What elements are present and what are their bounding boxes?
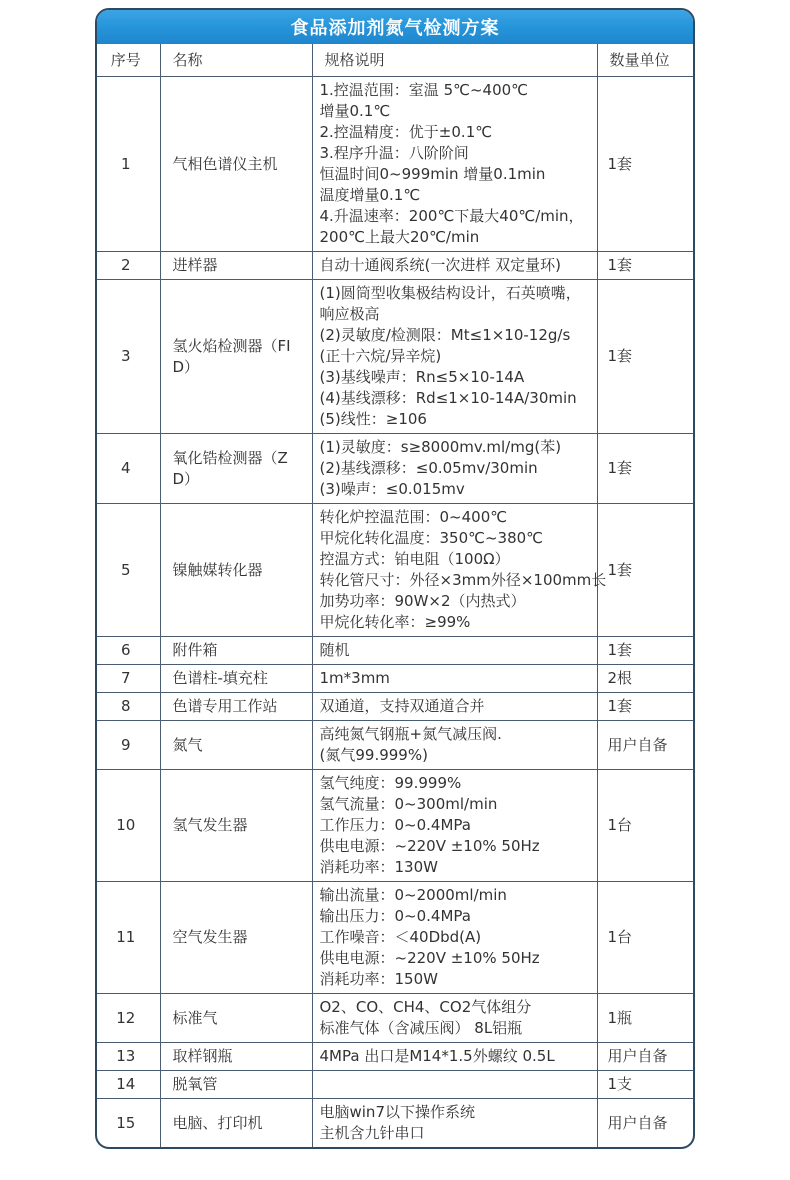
table-body	[97, 77, 695, 1148]
spec-line: 3.程序升温：八阶阶间	[319, 144, 469, 162]
row-number-cell: 9	[97, 721, 160, 770]
row-spec-cell	[312, 637, 597, 665]
spec-line: 响应极高	[319, 305, 380, 323]
row-name-cell: 电脑、打印机	[160, 1099, 312, 1148]
row-name-cell: 色谱专用工作站	[160, 693, 312, 721]
spec-panel	[95, 8, 695, 1149]
spec-line: 消耗功率：130W	[319, 858, 438, 876]
row-name-cell: 空气发生器	[160, 882, 312, 994]
spec-line: 主机含九针串口	[319, 1124, 425, 1142]
spec-table	[97, 44, 695, 1147]
row-number-cell: 10	[97, 770, 160, 882]
row-name-cell: 进样器	[160, 252, 312, 280]
spec-line: (氮气99.999%)	[319, 746, 428, 764]
table-row	[97, 1099, 695, 1148]
row-number-cell: 3	[97, 280, 160, 434]
spec-line: 加势功率：90W×2（内热式）	[319, 592, 526, 610]
row-number-cell: 13	[97, 1043, 160, 1071]
table-row	[97, 77, 695, 252]
spec-line: 氢气纯度：99.999%	[319, 774, 462, 792]
row-number-cell: 6	[97, 637, 160, 665]
table-row	[97, 1071, 695, 1099]
row-spec-cell	[312, 504, 607, 637]
spec-line: 工作噪音：＜40Dbd(A)	[319, 928, 482, 946]
spec-line: (4)基线漂移：Rd≤1×10-14A/30min	[319, 389, 577, 407]
row-number-cell: 4	[97, 434, 160, 504]
table-row	[97, 665, 695, 693]
row-qty-cell: 用户自备	[597, 721, 695, 770]
row-number-cell: 2	[97, 252, 160, 280]
spec-line: 电脑win7以下操作系统	[319, 1103, 475, 1121]
spec-line: 标准气体（含减压阀） 8L铝瓶	[319, 1019, 523, 1037]
row-spec-cell	[312, 994, 597, 1043]
row-name-cell: 氢火焰检测器（FID）	[160, 280, 312, 434]
row-spec-cell	[312, 77, 597, 252]
spec-line: 200℃上最大20℃/min	[319, 228, 480, 246]
row-spec-cell	[312, 770, 597, 882]
spec-line: 输出流量：0~2000ml/min	[319, 886, 507, 904]
row-spec-cell	[312, 1071, 597, 1099]
spec-line: 氢气流量：0~300ml/min	[319, 795, 498, 813]
row-qty-cell: 1瓶	[597, 994, 695, 1043]
row-spec-cell	[312, 882, 597, 994]
row-qty-cell: 1台	[597, 770, 695, 882]
row-spec-cell	[312, 721, 597, 770]
table-row	[97, 434, 695, 504]
row-number-cell: 12	[97, 994, 160, 1043]
spec-line: 消耗功率：150W	[319, 970, 438, 988]
spec-line: (2)灵敏度/检测限：Mt≤1×10-12g/s	[319, 326, 571, 344]
spec-line: 恒温时间0~999min 增量0.1min	[319, 165, 546, 183]
page-title: 食品添加剂氮气检测方案	[290, 18, 500, 39]
spec-line: 转化管尺寸：外径×3mm外径×100mm长	[319, 571, 607, 589]
row-qty-cell: 1套	[597, 504, 695, 637]
spec-line: (正十六烷/异辛烷)	[319, 347, 442, 365]
spec-line: (3)基线噪声：Rn≤5×10-14A	[319, 368, 525, 386]
row-spec-cell	[312, 693, 597, 721]
row-qty-cell: 1套	[597, 693, 695, 721]
row-qty-cell: 用户自备	[597, 1043, 695, 1071]
table-row	[97, 882, 695, 994]
spec-line: 1m*3mm	[319, 669, 390, 687]
spec-line: 温度增量0.1℃	[319, 186, 421, 204]
row-number-cell: 8	[97, 693, 160, 721]
row-qty-cell: 1套	[597, 637, 695, 665]
spec-line: 增量0.1℃	[319, 102, 391, 120]
table-row	[97, 770, 695, 882]
spec-line: 供电电源：~220V ±10% 50Hz	[319, 949, 540, 967]
table-header	[97, 44, 695, 77]
table-row	[97, 280, 695, 434]
spec-line: 输出压力：0~0.4MPa	[319, 907, 471, 925]
row-qty-cell: 1套	[597, 252, 695, 280]
table-row	[97, 637, 695, 665]
column-header-spec: 规格说明	[312, 44, 597, 77]
table-row	[97, 721, 695, 770]
row-number-cell: 11	[97, 882, 160, 994]
table-row	[97, 252, 695, 280]
row-spec-cell	[312, 252, 597, 280]
row-spec-cell	[312, 1043, 597, 1071]
spec-line: (5)线性：≥106	[319, 410, 427, 428]
column-header-name: 名称	[160, 44, 312, 77]
row-qty-cell: 用户自备	[597, 1099, 695, 1148]
spec-line: 高纯氮气钢瓶+氮气减压阀.	[319, 725, 502, 743]
row-qty-cell: 2根	[597, 665, 695, 693]
row-number-cell: 7	[97, 665, 160, 693]
row-name-cell: 气相色谱仪主机	[160, 77, 312, 252]
spec-line: 4.升温速率：200℃下最大40℃/min，	[319, 207, 584, 225]
spec-line: (1)灵敏度：s≥8000mv.ml/mg(苯)	[319, 438, 562, 456]
row-spec-cell	[312, 665, 597, 693]
spec-line: 自动十通阀系统(一次进样 双定量环)	[319, 256, 561, 274]
row-name-cell: 取样钢瓶	[160, 1043, 312, 1071]
spec-line: 4MPa 出口是M14*1.5外螺纹 0.5L	[319, 1047, 555, 1065]
spec-line: (2)基线漂移：≤0.05mv/30min	[319, 459, 538, 477]
spec-line: 甲烷化转化率：≥99%	[319, 613, 471, 631]
spec-line: 供电电源：~220V ±10% 50Hz	[319, 837, 540, 855]
title-bar	[97, 10, 693, 44]
row-qty-cell: 1套	[597, 280, 695, 434]
row-name-cell: 标准气	[160, 994, 312, 1043]
spec-line: 控温方式：铂电阻（100Ω）	[319, 550, 510, 568]
row-number-cell: 15	[97, 1099, 160, 1148]
row-name-cell: 色谱柱-填充柱	[160, 665, 312, 693]
row-qty-cell: 1套	[597, 434, 695, 504]
table-row	[97, 994, 695, 1043]
spec-line: O2、CO、CH4、CO2气体组分	[319, 998, 532, 1016]
column-header-qty: 数量单位	[597, 44, 695, 77]
row-name-cell: 氢气发生器	[160, 770, 312, 882]
row-name-cell: 氧化锆检测器（ZD）	[160, 434, 312, 504]
spec-line: (1)圆筒型收集极结构设计，石英喷嘴，	[319, 284, 581, 302]
row-spec-cell	[312, 434, 597, 504]
row-name-cell: 氮气	[160, 721, 312, 770]
spec-line: 双通道，支持双通道合并	[319, 697, 485, 715]
row-qty-cell: 1套	[597, 77, 695, 252]
row-name-cell: 附件箱	[160, 637, 312, 665]
row-spec-cell	[312, 280, 597, 434]
row-name-cell: 镍触媒转化器	[160, 504, 312, 637]
header-row	[97, 44, 695, 77]
spec-line: (3)噪声：≤0.015mv	[319, 480, 465, 498]
row-number-cell: 5	[97, 504, 160, 637]
row-name-cell: 脱氧管	[160, 1071, 312, 1099]
column-header-no: 序号	[97, 44, 160, 77]
table-row	[97, 1043, 695, 1071]
row-spec-cell	[312, 1099, 597, 1148]
row-qty-cell: 1台	[597, 882, 695, 994]
spec-line: 转化炉控温范围：0~400℃	[319, 508, 508, 526]
spec-line: 随机	[319, 641, 350, 659]
spec-line: 甲烷化转化温度：350℃~380℃	[319, 529, 544, 547]
table-row	[97, 504, 695, 637]
spec-line: 1.控温范围：室温 5℃~400℃	[319, 81, 529, 99]
table-row	[97, 693, 695, 721]
spec-line: 工作压力：0~0.4MPa	[319, 816, 471, 834]
row-number-cell: 14	[97, 1071, 160, 1099]
row-number-cell: 1	[97, 77, 160, 252]
spec-line: 2.控温精度：优于±0.1℃	[319, 123, 493, 141]
row-qty-cell: 1支	[597, 1071, 695, 1099]
